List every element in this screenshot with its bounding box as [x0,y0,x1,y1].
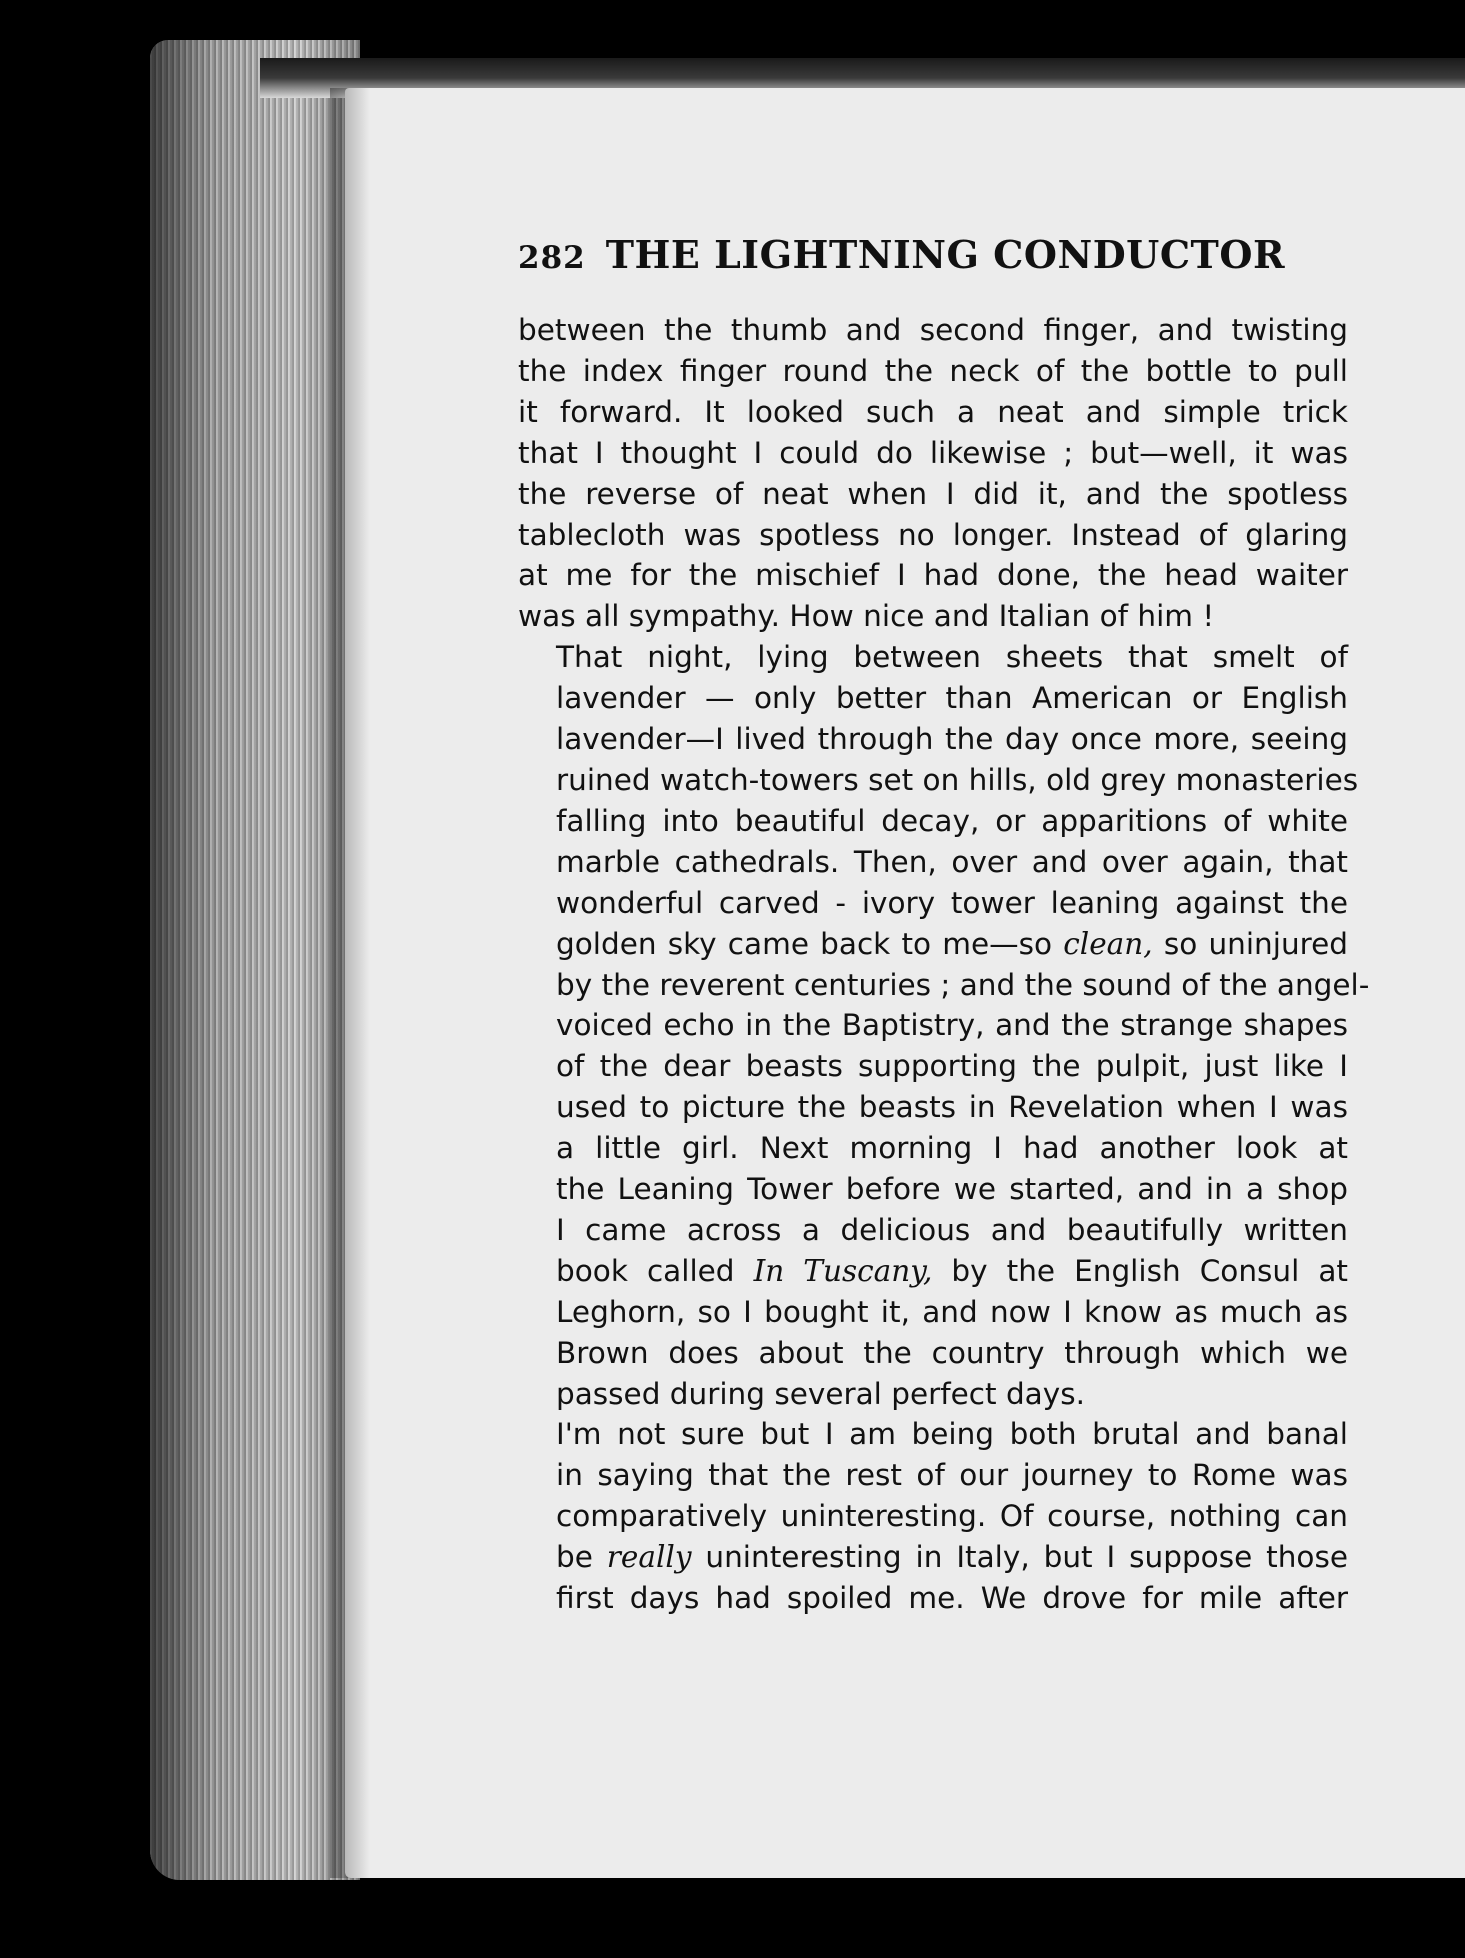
text-line: it forward. It looked such a neat and simple trick [518,394,1348,429]
text-line: Leghorn, so I bought it, and now I know as much as [556,1294,1348,1329]
paragraph-2 [518,637,1370,1414]
text-line: That night, lying between sheets that smelt of [556,640,1348,675]
text-line: I'm not sure but I am being both brutal and banal [556,1417,1348,1452]
page-number: 282 [518,240,586,276]
text-line: voiced echo in the Baptistry, and the strange shapes [556,1008,1348,1043]
text-line: ruined watch-towers set on hills, old grey monasteries [556,762,1359,797]
text-line: I came across a delicious and beautifully written [556,1212,1348,1247]
gutter-shadow [330,88,370,1878]
text-line: was all sympathy. How nice and Italian of him ! [518,599,1215,634]
text-line: be really uninteresting in Italy, but I suppose those [556,1540,1348,1575]
text-line: passed during several perfect days. [556,1376,1085,1411]
text-line: the index finger round the neck of the bottle to pull [518,353,1348,388]
text-line: lavender — only better than American or English [556,681,1348,716]
text-line: in saying that the rest of our journey to Rome was [556,1458,1348,1493]
text-line: first days had spoiled me. We drove for mile after [556,1581,1348,1616]
text-line: a little girl. Next morning I had another look at [556,1131,1348,1166]
text-line: falling into beautiful decay, or apparitions of white [556,803,1348,838]
text-line: lavender—I lived through the day once more, seeing [556,722,1348,757]
text-line: tablecloth was spotless no longer. Instead of glaring [518,517,1348,552]
book-fore-edge [150,40,360,1880]
running-head [518,232,1328,282]
text-line: by the reverent centuries ; and the sound of the angel- [556,967,1370,1002]
text-line: that I thought I could do likewise ; but—well, it was [518,435,1348,470]
text-line: of the dear beasts supporting the pulpit, just like I [556,1049,1348,1084]
text-line: comparatively uninteresting. Of course, nothing can [556,1499,1348,1534]
text-line: book called In Tuscany, by the English Consul at [556,1253,1348,1288]
book-title: THE LIGHTNING CONDUCTOR [605,232,1286,277]
body-text [518,310,1370,1619]
text-line: the reverse of neat when I did it, and the spotless [518,476,1348,511]
text-line: golden sky came back to me—so clean, so uninjured [556,926,1348,961]
italic-text: In Tuscany, [753,1253,933,1288]
text-line: marble cathedrals. Then, over and over again, that [556,844,1348,879]
text-line: the Leaning Tower before we started, and in a shop [556,1172,1348,1207]
text-line: at me for the mischief I had done, the head waiter [518,558,1348,593]
text-line: wonderful carved - ivory tower leaning against the [556,885,1348,920]
text-line: Brown does about the country through which we [556,1335,1348,1370]
text-line: between the thumb and second finger, and twisting [518,313,1348,347]
text-line: used to picture the beasts in Revelation when I was [556,1090,1348,1125]
paragraph-3 [518,1414,1348,1619]
italic-text: clean, [1063,926,1153,961]
paragraph-1 [518,310,1348,637]
italic-text: really [606,1540,692,1575]
